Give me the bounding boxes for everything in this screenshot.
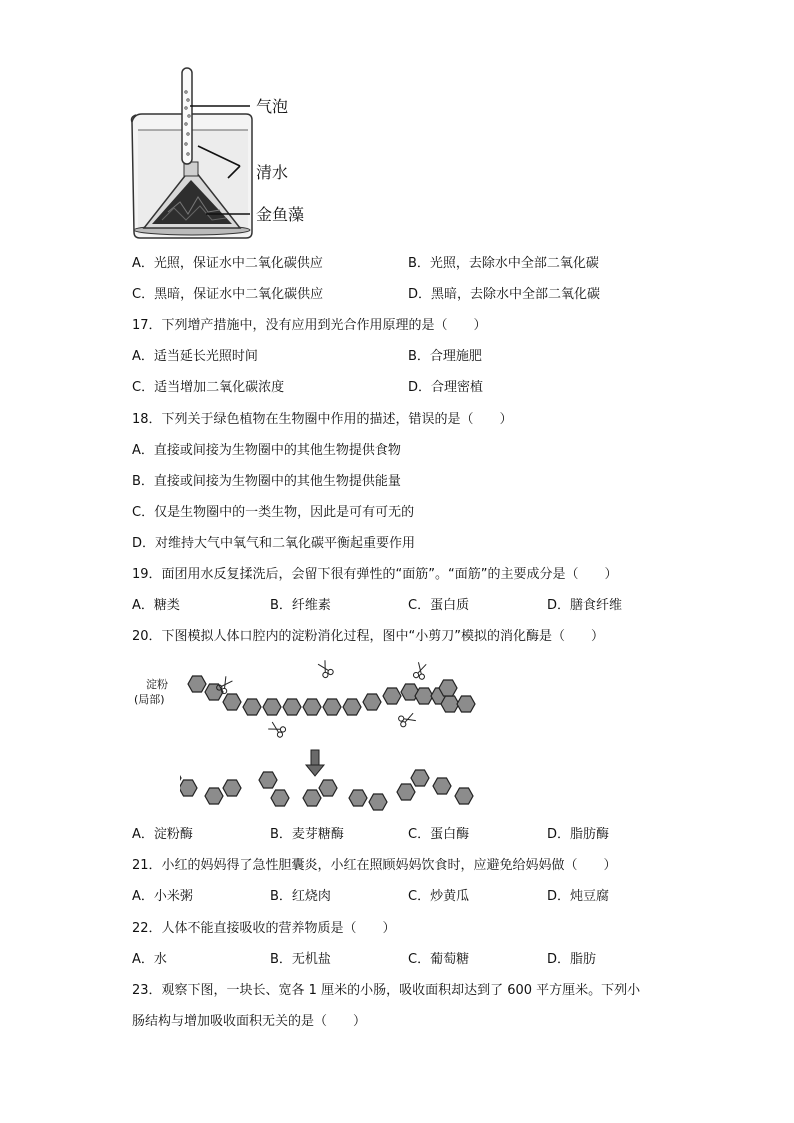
starch-label-partial: (局部) (134, 693, 165, 706)
q18-option-b[interactable]: B．直接或间接为生物圈中的其他生物提供能量 (132, 474, 401, 489)
starch-label: 淀粉 (146, 678, 168, 691)
q22-option-c[interactable]: C．葡萄糖 (408, 952, 470, 967)
q20-option-d[interactable]: D．脂肪酶 (547, 827, 610, 842)
q21-option-d[interactable]: D．炖豆腐 (547, 889, 610, 904)
q20-stem: 20．下图模拟人体口腔内的淀粉消化过程，图中“小剪刀”模拟的消化酶是（ ） (132, 629, 605, 644)
q22-option-a[interactable]: A．水 (132, 952, 167, 967)
q23-stem-line2: 肠结构与增加吸收面积无关的是（ ） (132, 1014, 367, 1029)
q19-option-c[interactable]: C．蛋白质 (408, 598, 470, 613)
q18-option-d[interactable]: D．对维持大气中氧气和二氧化碳平衡起重要作用 (132, 536, 416, 551)
q18-option-a[interactable]: A．直接或间接为生物圈中的其他生物提供食物 (132, 443, 401, 458)
q19-option-a[interactable]: A．糖类 (132, 598, 180, 613)
q21-stem: 21．小红的妈妈得了急性胆囊炎，小红在照顾妈妈饮食时，应避免给妈妈做（ ） (132, 858, 617, 873)
q19-stem: 19．面团用水反复揉洗后，会留下很有弹性的“面筋”。“面筋”的主要成分是（ ） (132, 567, 618, 582)
q22-option-b[interactable]: B．无机盐 (270, 952, 331, 967)
q22-option-d[interactable]: D．脂肪 (547, 952, 597, 967)
q19-option-b[interactable]: B．纤维素 (270, 598, 331, 613)
q18-option-c[interactable]: C．仅是生物圈中的一类生物，因此是可有可无的 (132, 505, 415, 520)
q16-option-b[interactable]: B．光照，去除水中全部二氧化碳 (408, 256, 599, 271)
q18-stem: 18．下列关于绿色植物在生物圈中作用的描述，错误的是（ ） (132, 412, 513, 427)
q20-option-a[interactable]: A．淀粉酶 (132, 827, 193, 842)
plant-label: 金鱼藻 (256, 205, 305, 224)
q17-option-c[interactable]: C．适当增加二氧化碳浓度 (132, 380, 285, 395)
q16-option-a[interactable]: A．光照，保证水中二氧化碳供应 (132, 256, 323, 271)
q17-option-b[interactable]: B．合理施肥 (408, 349, 482, 364)
q17-stem: 17．下列增产措施中，没有应用到光合作用原理的是（ ） (132, 318, 487, 333)
q16-option-c[interactable]: C．黑暗，保证水中二氧化碳供应 (132, 287, 324, 302)
q16-option-d[interactable]: D．黑暗，去除水中全部二氧化碳 (408, 287, 601, 302)
bubble-label: 气泡 (256, 97, 289, 116)
q21-option-b[interactable]: B．红烧肉 (270, 889, 331, 904)
q22-stem: 22．人体不能直接吸收的营养物质是（ ） (132, 921, 396, 936)
q17-option-d[interactable]: D．合理密植 (408, 380, 484, 395)
q21-option-c[interactable]: C．炒黄瓜 (408, 889, 470, 904)
q23-stem-line1: 23．观察下图，一块长、宽各 1 厘米的小肠，吸收面积却达到了 600 平方厘米。下列小 (132, 983, 641, 998)
q20-option-b[interactable]: B．麦芽糖酶 (270, 827, 344, 842)
starch-digestion-figure (180, 652, 480, 816)
water-label: 清水 (256, 163, 289, 182)
q21-option-a[interactable]: A．小米粥 (132, 889, 193, 904)
q20-option-c[interactable]: C．蛋白酶 (408, 827, 470, 842)
q17-option-a[interactable]: A．适当延长光照时间 (132, 349, 258, 364)
q19-option-d[interactable]: D．膳食纤维 (547, 598, 623, 613)
